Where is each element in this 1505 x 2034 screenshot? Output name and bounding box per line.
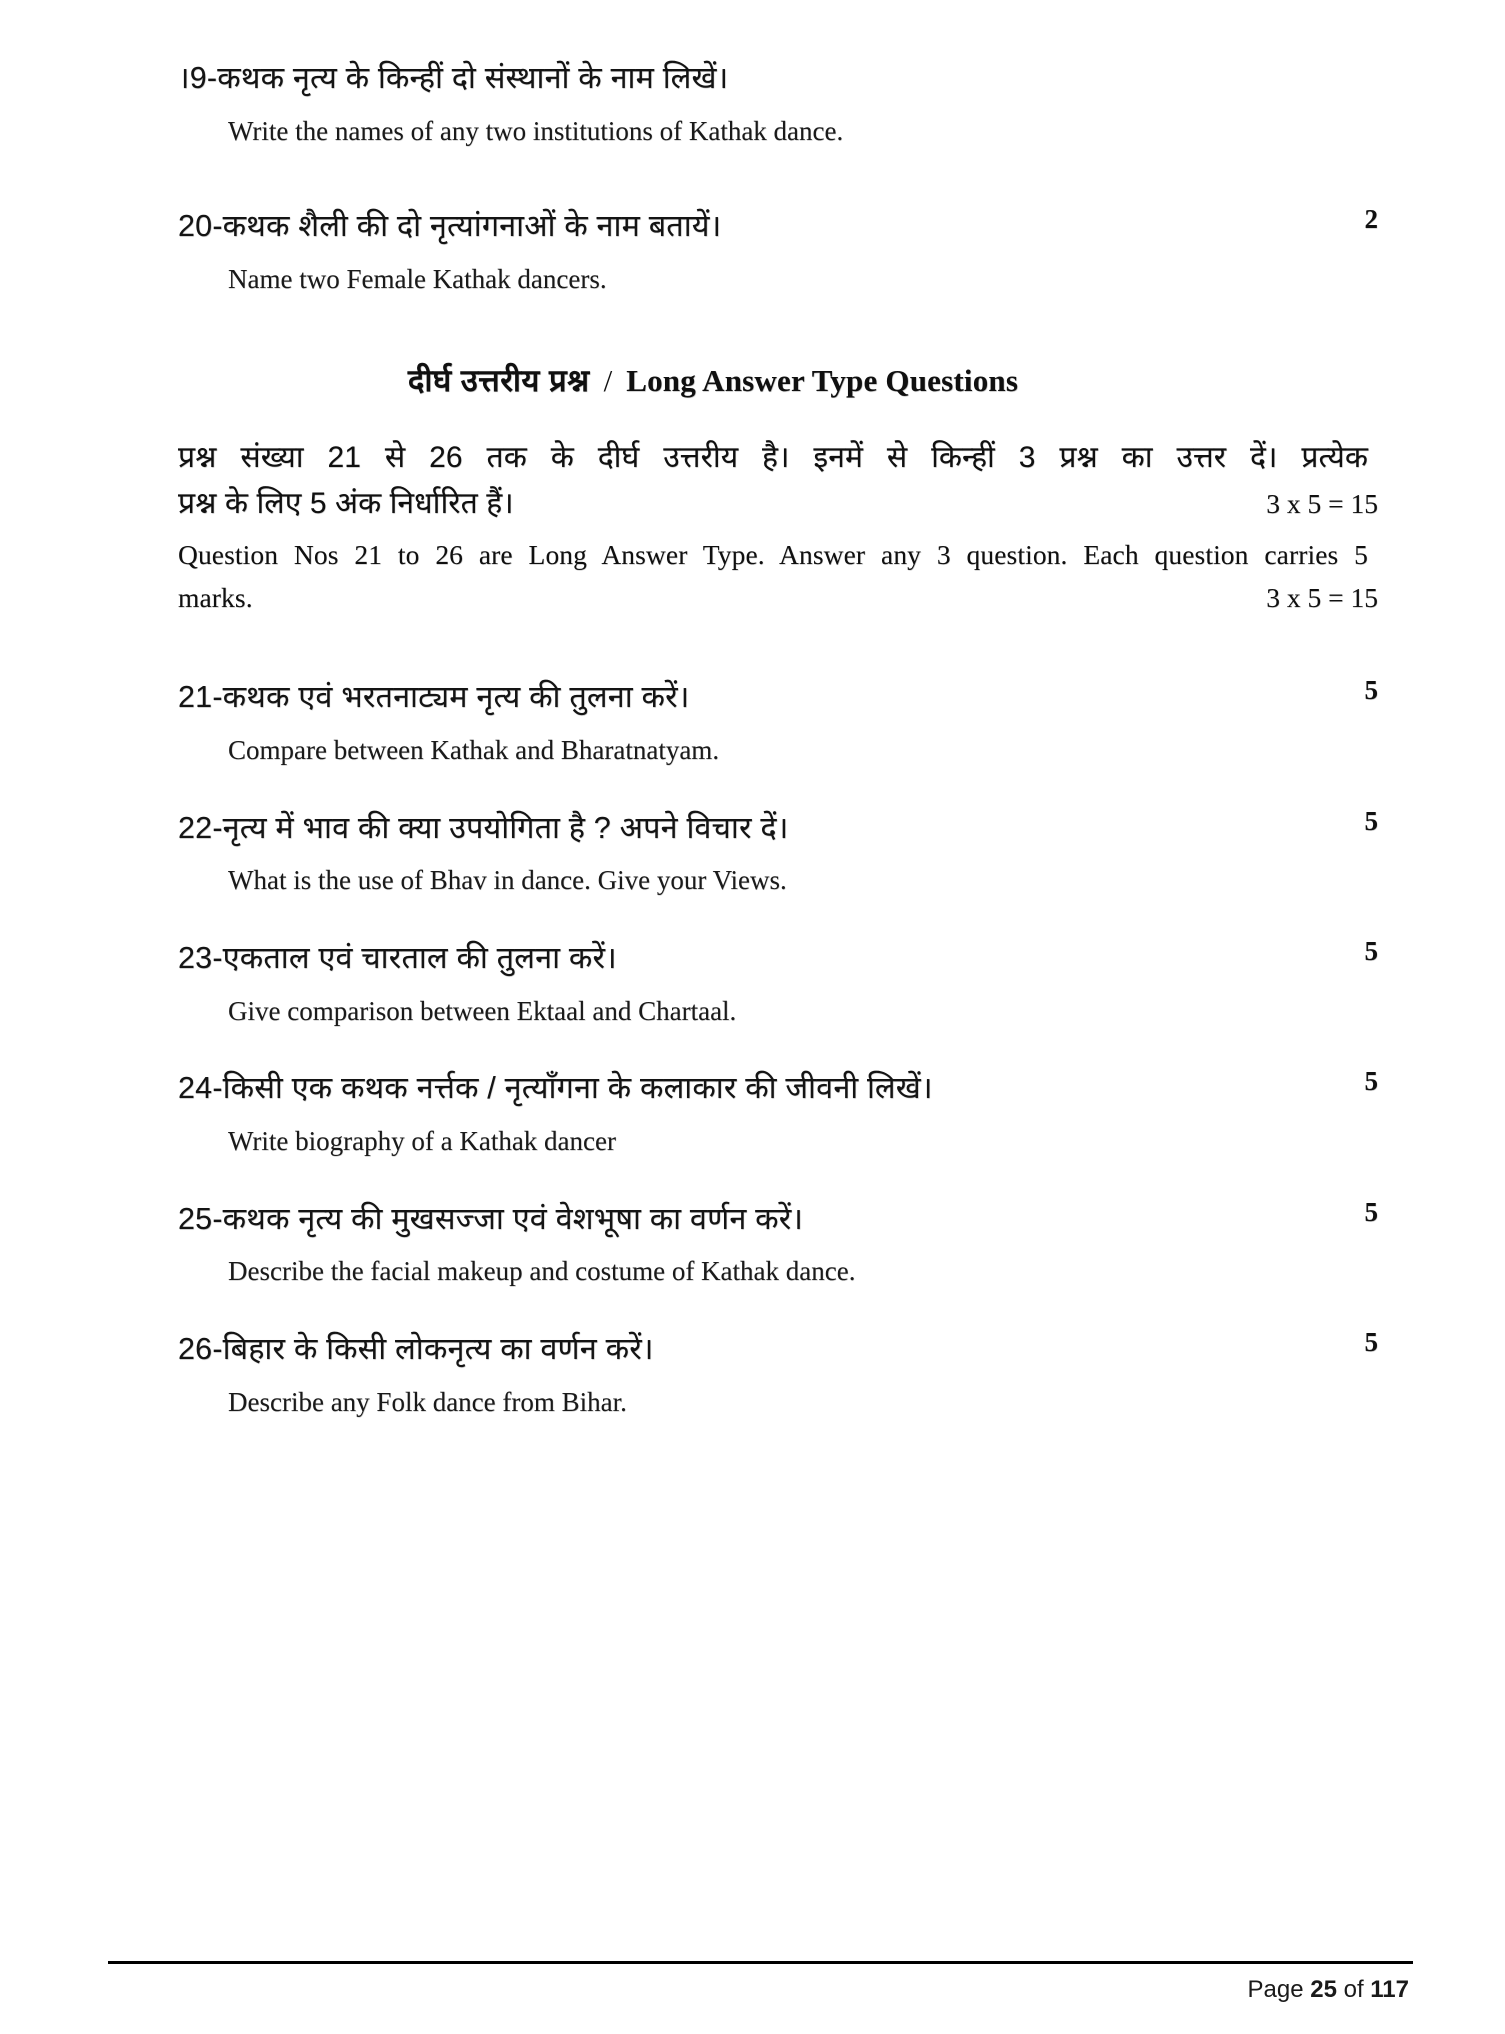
question-block-20 xyxy=(178,204,1378,298)
question-21-english: Compare between Kathak and Bharatnatyam. xyxy=(228,734,720,765)
question-block-25 xyxy=(178,1197,1378,1291)
spacer xyxy=(178,910,1378,936)
question-24-english: Write biography of a Kathak dancer xyxy=(228,1125,616,1156)
question-block-26 xyxy=(178,1327,1378,1421)
question-21-row xyxy=(178,675,1378,720)
question-20-hindi: 20-कथक शैली की दो नृत्यांगनाओं के नाम बतायें। xyxy=(178,209,722,244)
question-25-hindi: 25-कथक नृत्य की मुखसज्जा एवं वेशभूषा का वर्णन करें। xyxy=(178,1201,804,1236)
instructions-english-line-2: marks. xyxy=(178,581,253,613)
instructions-block xyxy=(178,435,1378,620)
question-block-19 xyxy=(178,56,1378,150)
question-24-hindi: 24-किसी एक कथक नर्त्तक / नृत्याँगना के कलाकार की जीवनी लिखें। xyxy=(178,1071,933,1106)
question-23-row xyxy=(178,936,1378,981)
question-26-english: Describe any Folk dance from Bihar. xyxy=(228,1386,627,1417)
spacer xyxy=(178,160,1378,204)
question-20-english: Name two Female Kathak dancers. xyxy=(228,263,607,294)
question-20-row xyxy=(178,204,1378,249)
question-25-marks: 5 xyxy=(1364,1196,1378,1227)
instructions-english-line-1: Question Nos 21 to 26 are Long Answer Type. Answer any 3 question. Each question carries 5 xyxy=(178,539,1368,571)
footer-page-number: 25 xyxy=(1310,1976,1337,2003)
instructions-hindi-line-2: प्रश्न के लिए 5 अंक निर्धारित हैं। xyxy=(178,487,514,521)
question-23-hindi: 23-एकताल एवं चारताल की तुलना करें। xyxy=(178,941,617,976)
spacer xyxy=(178,1040,1378,1066)
question-24-marks: 5 xyxy=(1364,1066,1378,1097)
instructions-hindi-marks: 3 x 5 = 15 xyxy=(1266,488,1378,520)
question-22-english: What is the use of Bhav in dance. Give your Views. xyxy=(228,865,787,896)
spacer xyxy=(178,1301,1378,1327)
question-26-row xyxy=(178,1327,1378,1372)
question-block-24 xyxy=(178,1066,1378,1160)
question-20-marks: 2 xyxy=(1364,204,1378,235)
section-heading-english: Long Answer Type Questions xyxy=(626,362,1019,398)
question-22-hindi: 22-नृत्य में भाव की क्या उपयोगिता है ? अपने विचार दें। xyxy=(178,810,789,845)
question-block-22 xyxy=(178,806,1378,900)
instructions-english-line-2-row xyxy=(178,577,1378,620)
question-21-hindi: 21-कथक एवं भरतनाट्यम नृत्य की तुलना करें। xyxy=(178,680,690,715)
section-heading xyxy=(178,359,1378,401)
question-21-marks: 5 xyxy=(1364,675,1378,706)
question-block-23 xyxy=(178,936,1378,1030)
page-content xyxy=(178,56,1378,1431)
question-19-hindi: ।9-कथक नृत्य के किन्हीं दो संस्थानों के नाम लिखें। xyxy=(178,61,729,95)
footer-total-pages: 117 xyxy=(1370,1976,1409,2003)
question-22-row xyxy=(178,806,1378,851)
spacer xyxy=(178,1171,1378,1197)
question-23-english: Give comparison between Ektaal and Chartaal. xyxy=(228,995,737,1026)
question-19-row xyxy=(178,56,1378,101)
instructions-english-marks: 3 x 5 = 15 xyxy=(1266,581,1378,613)
question-25-english: Describe the facial makeup and costume of Kathak dance. xyxy=(228,1256,856,1287)
instructions-hindi-line-1: प्रश्न संख्या 21 से 26 तक के दीर्घ उत्तरीय है। इनमें से किन्हीं 3 प्रश्न का उत्तर दें। प्रत्येक xyxy=(178,440,1368,474)
section-heading-hindi: दीर्घ उत्तरीय प्रश्न xyxy=(407,362,590,398)
question-26-hindi: 26-बिहार के किसी लोकनृत्य का वर्णन करें। xyxy=(178,1332,654,1367)
section-heading-separator: / xyxy=(603,362,613,398)
footer-page-word: Page xyxy=(1247,1976,1304,2003)
question-22-marks: 5 xyxy=(1364,805,1378,836)
question-24-row xyxy=(178,1066,1378,1111)
page-footer xyxy=(108,1961,1413,2004)
question-block-21 xyxy=(178,675,1378,769)
instructions-hindi-line-2-row xyxy=(178,481,1378,528)
question-23-marks: 5 xyxy=(1364,936,1378,967)
spacer xyxy=(178,780,1378,806)
footer-of-word: of xyxy=(1343,1976,1364,2003)
question-25-row xyxy=(178,1197,1378,1242)
page-number-label xyxy=(108,1964,1413,2004)
question-19-english: Write the names of any two institutions of Kathak dance. xyxy=(228,115,844,146)
question-26-marks: 5 xyxy=(1364,1327,1378,1358)
